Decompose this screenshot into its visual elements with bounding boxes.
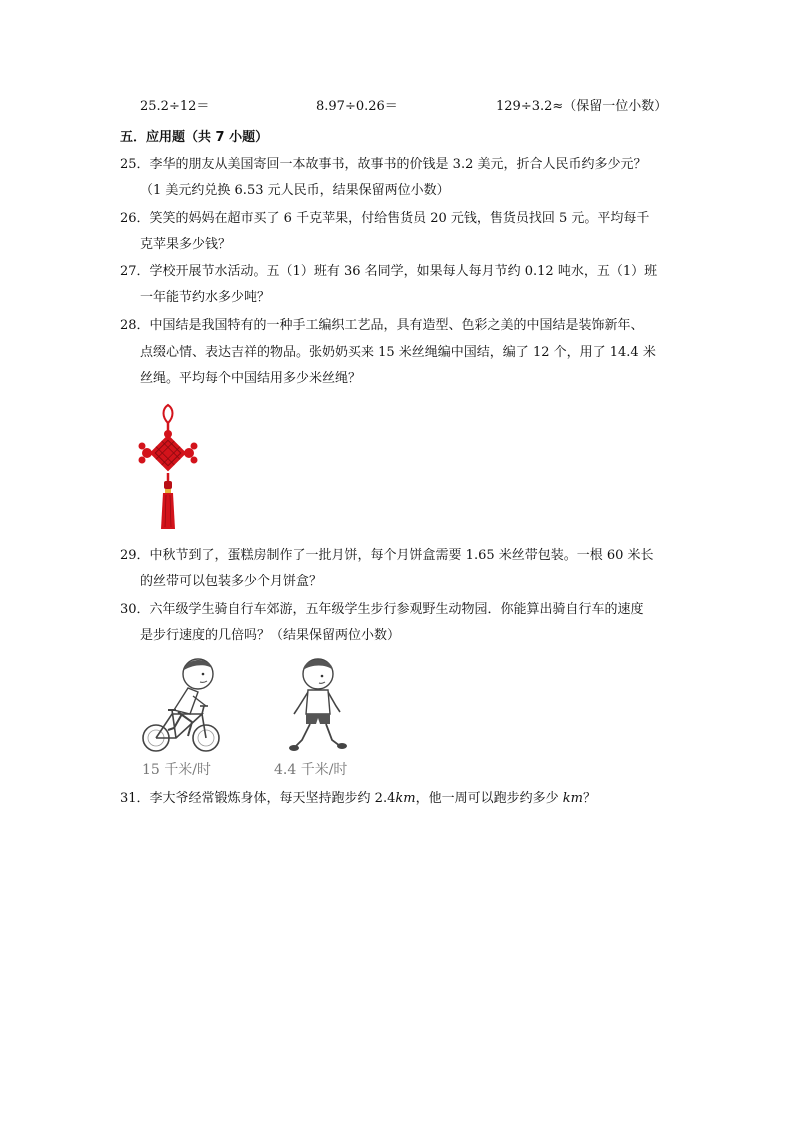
problem-28-line-1: 28．中国结是我国特有的一种手工编织工艺品，具有造型、色彩之美的中国结是装饰新年、 [120, 318, 644, 333]
calc-item-2: 8.97÷0.26＝ [316, 99, 398, 114]
problem-31-middle: ，他一周可以跑步约多少 [415, 791, 563, 806]
problem-30-line-1: 30．六年级学生骑自行车郊游，五年级学生步行参观野生动物园．你能算出骑自行车的速度 [120, 602, 644, 617]
problem-31-line [120, 791, 596, 807]
problem-29-line-2: 的丝带可以包装多少个月饼盒？ [140, 574, 323, 589]
problem-31-suffix: ？ [582, 791, 596, 806]
walking-boy-icon [282, 652, 352, 756]
problem-25-line-2: （1 美元约兑换 6.53 元人民币，结果保留两位小数） [140, 183, 450, 198]
problem-30-line-2: 是步行速度的几倍吗？（结果保留两位小数） [140, 628, 401, 643]
problem-28-line-2: 点缀心情、表达吉祥的物品。张奶奶买来 15 米丝绳编中国结，编了 12 个，用了 14.4 米 [140, 345, 656, 360]
problem-27-line-1: 27．学校开展节水活动。五（1）班有 36 名同学，如果每人每月节约 0.12 吨水，五（1）班 [120, 264, 658, 279]
unit-km-1: km [395, 791, 416, 806]
problem-26-line-2: 克苹果多少钱？ [140, 237, 232, 252]
problem-25-line-1: 25．李华的朋友从美国寄回一本故事书，故事书的价钱是 3.2 美元，折合人民币约多少元？ [120, 157, 647, 172]
problem-29-line-1: 29．中秋节到了，蛋糕房制作了一批月饼，每个月饼盒需要 1.65 米丝带包装。一根 60 米长 [120, 548, 654, 563]
calc-item-1: 25.2÷12＝ [140, 99, 210, 114]
problem-26-line-1: 26．笑笑的妈妈在超市买了 6 千克苹果，付给售货员 20 元钱，售货员找回 5 元。平均每千 [120, 211, 650, 226]
walk-speed-label: 4.4 千米/时 [274, 762, 348, 778]
calc-item-3: 129÷3.2≈（保留一位小数） [496, 99, 668, 114]
problem-27-line-2: 一年能节约水多少吨？ [140, 290, 271, 305]
unit-km-2: km [562, 791, 583, 806]
bike-speed-label: 15 千米/时 [142, 762, 211, 778]
section-title: 五．应用题（共 7 小题） [120, 130, 269, 145]
problem-31-prefix: 31．李大爷经常锻炼身体，每天坚持跑步约 2.4 [120, 791, 396, 806]
cyclist-boy-icon [138, 652, 228, 756]
problem-28-line-3: 丝绳。平均每个中国结用多少米丝绳？ [140, 371, 362, 386]
chinese-knot-icon [138, 401, 198, 531]
